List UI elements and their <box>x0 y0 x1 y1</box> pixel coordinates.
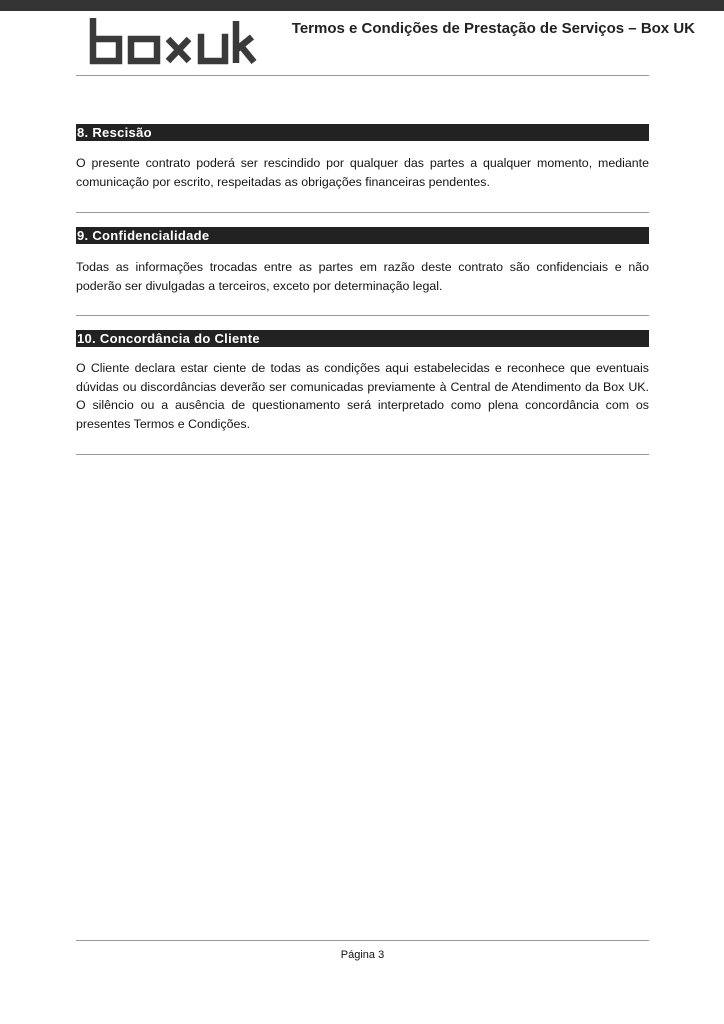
section-heading-confidencialidade: 9. Confidencialidade <box>76 227 649 244</box>
section-divider <box>76 454 649 455</box>
header-rule <box>76 75 649 76</box>
footer-rule <box>76 940 649 941</box>
top-band <box>0 0 724 11</box>
section-divider <box>76 212 649 213</box>
section-body-concordancia: O Cliente declara estar ciente de todas as condições aqui estabelecidas e reconhece que eventuais dúvidas ou discordâncias deverão ser comunicadas previamente à Central de Atendimento da Box UK. O silêncio ou a ausência de questionamento será interpretado como plena concordância com os presentes Termos e Condições. <box>76 361 649 431</box>
section-body-rescisao: O presente contrato poderá ser rescindido por qualquer das partes a qualquer momento, mediante comunicação por escrito, respeitadas as obrigações financeiras pendentes. <box>76 156 649 189</box>
section-heading-concordancia: 10. Concordância do Cliente <box>76 330 649 347</box>
document-header-title: Termos e Condições de Prestação de Serviços – Box UK <box>291 20 695 37</box>
section-heading-rescisao: 8. Rescisão <box>76 124 649 141</box>
section-divider <box>76 315 649 316</box>
box-uk-logo <box>89 18 257 66</box>
page-number: Página 3 <box>340 949 385 961</box>
box-uk-logo-mark <box>89 18 257 66</box>
section-body-confidencialidade: Todas as informações trocadas entre as partes em razão deste contrato são confidenciais e não poderão ser divulgadas a terceiros, exceto por determinação legal. <box>76 260 649 293</box>
